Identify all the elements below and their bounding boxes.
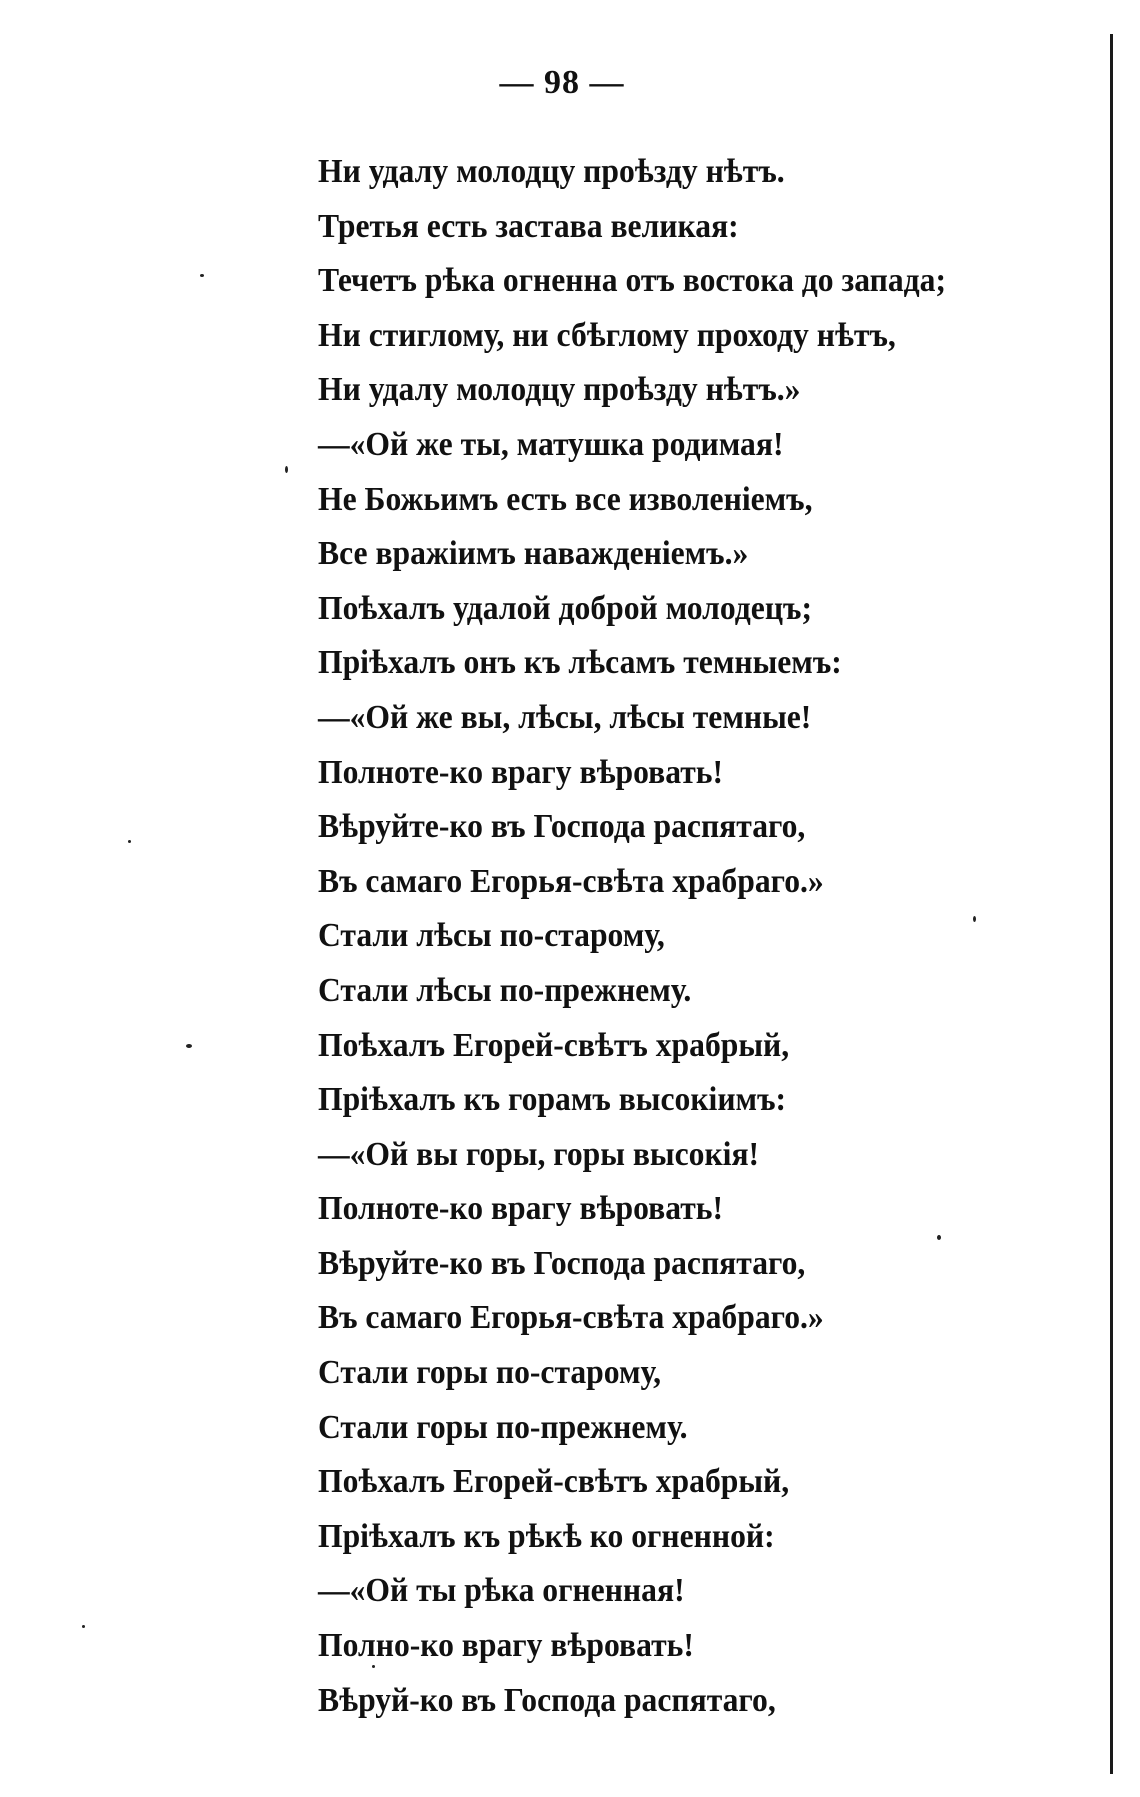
verse-line: Течетъ рѣка огненна отъ востока до запада;: [318, 262, 946, 300]
ink-speck: [937, 1235, 941, 1240]
ink-speck: [372, 1665, 375, 1668]
verse-line: Полноте-ко врагу вѣровать!: [318, 1190, 724, 1228]
verse-text: [318, 145, 993, 1728]
verse-line: Ни удалу молодцу проѣзду нѣтъ.»: [318, 371, 801, 409]
verse-line: Поѣхалъ Егорей-свѣтъ храбрый,: [318, 1463, 790, 1501]
verse-line: Полно-ко врагу вѣровать!: [318, 1627, 694, 1665]
verse-line: Въ самаго Егорья-свѣта храбраго.»: [318, 862, 824, 900]
ink-speck: [82, 1625, 85, 1628]
verse-line: Третья есть застава великая:: [318, 207, 739, 245]
verse-line: Въ самаго Егорья-свѣта храбраго.»: [318, 1299, 824, 1337]
verse-line: Ни удалу молодцу проѣзду нѣтъ.: [318, 153, 785, 190]
page-edge-rule: [1110, 34, 1113, 1774]
verse-line: —«Ой ты рѣка огненная!: [318, 1572, 685, 1610]
verse-line: Поѣхалъ удалой доброй молодецъ;: [318, 589, 813, 627]
verse-line: Пріѣхалъ къ горамъ высокіимъ:: [318, 1081, 787, 1119]
verse-line: —«Ой же ты, матушка родимая!: [318, 425, 784, 463]
verse-line: Вѣруйте-ко въ Господа распятаго,: [318, 1244, 806, 1282]
verse-line: Не Божьимъ есть все изволеніемъ,: [318, 480, 813, 518]
ink-speck: [200, 274, 204, 277]
ink-speck: [285, 466, 288, 473]
verse-line: Вѣруйте-ко въ Господа распятаго,: [318, 808, 806, 846]
verse-line: Полноте-ко врагу вѣровать!: [318, 753, 724, 791]
verse-line: Пріѣхалъ онъ къ лѣсамъ темныемъ:: [318, 644, 842, 682]
verse-line: Ни стиглому, ни сбѣглому проходу нѣтъ,: [318, 316, 896, 354]
ink-speck: [973, 916, 976, 922]
ink-speck: [128, 840, 131, 843]
ink-speck: [186, 1044, 192, 1048]
verse-line: Поѣхалъ Егорей-свѣтъ храбрый,: [318, 1026, 790, 1064]
verse-line: Стали горы по-прежнему.: [318, 1408, 688, 1446]
verse-line: —«Ой же вы, лѣсы, лѣсы темные!: [318, 698, 812, 736]
verse-line: Стали лѣсы по-прежнему.: [318, 971, 692, 1009]
verse-line: Пріѣхалъ къ рѣкѣ ко огненной:: [318, 1517, 775, 1555]
verse-line: Стали лѣсы по-старому,: [318, 917, 665, 955]
verse-line: Стали горы по-старому,: [318, 1354, 662, 1392]
verse-line: Вѣруй-ко въ Господа распятаго,: [318, 1681, 776, 1719]
page-number: — 98 —: [499, 64, 625, 101]
verse-line: —«Ой вы горы, горы высокія!: [318, 1135, 760, 1173]
verse-line: Все вражіимъ наважденіемъ.»: [318, 535, 749, 573]
